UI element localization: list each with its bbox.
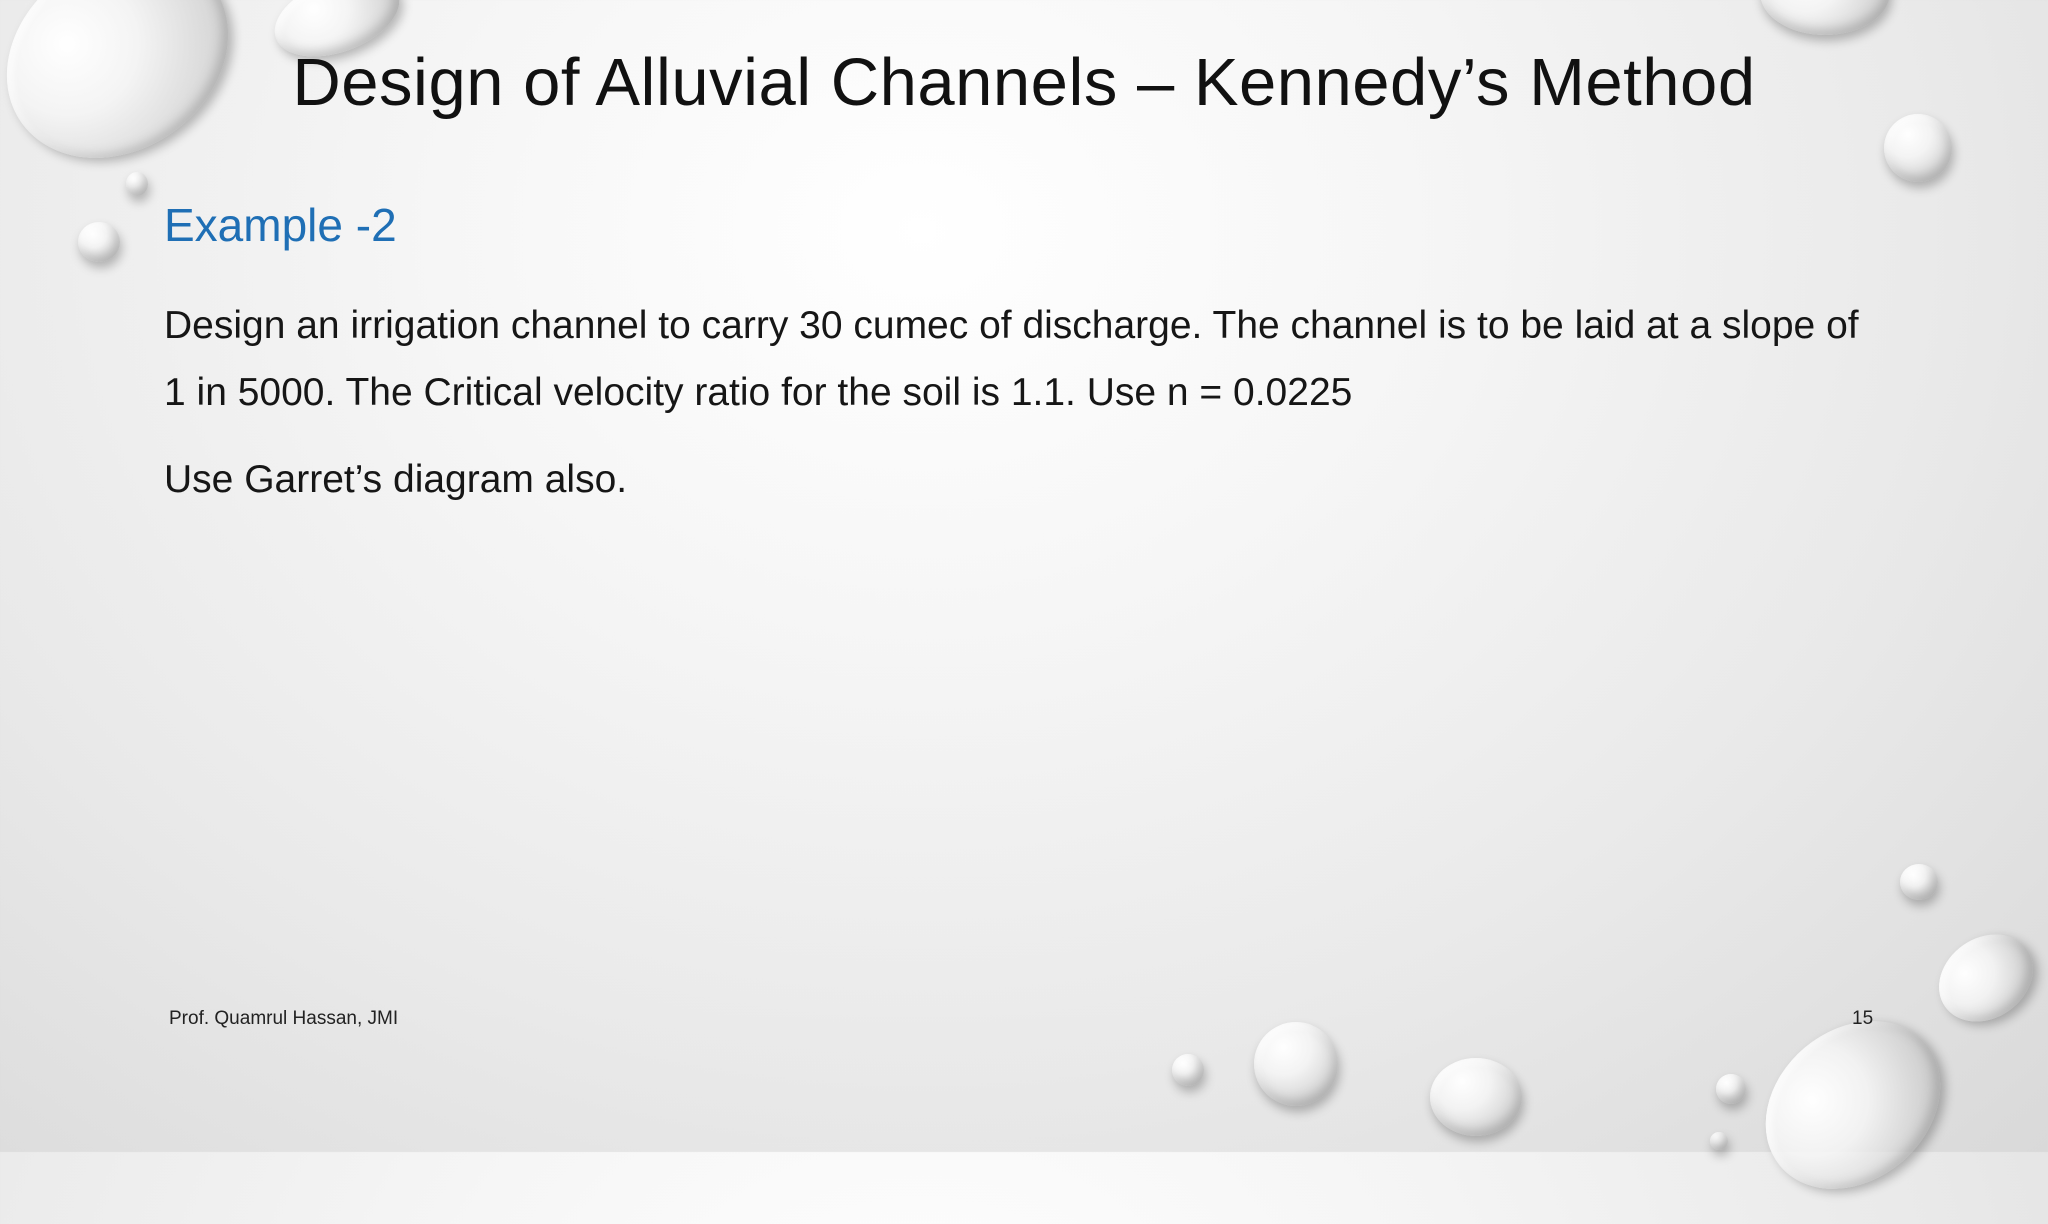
footer-author: Prof. Quamrul Hassan, JMI: [169, 1008, 399, 1029]
water-droplet: [126, 172, 148, 196]
water-droplet: [1760, 0, 1890, 35]
water-droplet: [78, 222, 120, 262]
water-droplet: [1172, 1054, 1204, 1086]
water-droplet: [1922, 917, 2048, 1040]
water-droplet: [1254, 1022, 1338, 1106]
problem-statement: Design an irrigation channel to carry 30 cumec of discharge. The channel is to be laid at a slope of 1 in 5000. The Critical velocity ratio for the soil is 1.1. Use n = 0.0225: [164, 304, 1859, 414]
water-droplet: [1430, 1058, 1522, 1136]
example-heading: Example -2: [164, 199, 397, 251]
water-droplet: [1884, 114, 1952, 182]
water-droplet: [1710, 1132, 1728, 1150]
water-droplet: [1900, 864, 1938, 900]
page-number: 15: [1852, 1008, 1874, 1029]
slide-title: Design of Alluvial Channels – Kennedy’s Method: [292, 45, 1756, 120]
water-droplet: [1716, 1074, 1746, 1104]
instruction-note: Use Garret’s diagram also.: [164, 458, 628, 501]
